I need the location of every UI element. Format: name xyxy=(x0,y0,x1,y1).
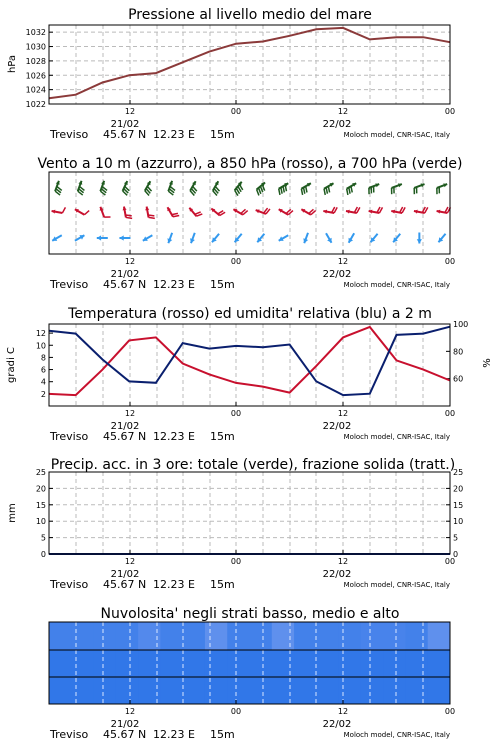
credit-label: Moloch model, CNR-ISAC, Italy xyxy=(343,731,450,739)
x-tick-label: 12 xyxy=(124,257,136,266)
date-label: 21/02 xyxy=(110,269,140,280)
x-tick-label: 12 xyxy=(337,409,349,418)
y-tick-label: 1030 xyxy=(25,42,46,52)
location-lat: 45.67 N xyxy=(103,578,147,591)
cloud-cell xyxy=(250,622,273,650)
cloud-cell xyxy=(383,622,406,650)
cloud-cell xyxy=(116,622,139,650)
cloud-cell xyxy=(250,677,273,704)
location-lon: 12.23 E xyxy=(153,578,195,591)
cloud-cell xyxy=(227,677,250,704)
location-lat: 45.67 N xyxy=(103,430,147,443)
cloud-cell xyxy=(71,677,94,704)
date-label: 22/02 xyxy=(322,569,352,580)
cloud-cell xyxy=(428,622,451,650)
location-name: Treviso xyxy=(50,128,89,141)
cloud-cell xyxy=(428,650,451,677)
x-tick-label: 12 xyxy=(337,557,349,566)
x-tick-label: 12 xyxy=(124,107,136,116)
cloud-cell xyxy=(250,650,273,677)
y-tick-label: 1032 xyxy=(25,28,46,38)
location-lat: 45.67 N xyxy=(103,728,147,741)
y-tick-label: 25 xyxy=(453,468,464,477)
y-tick-label: 1026 xyxy=(25,71,46,81)
cloud-cell xyxy=(49,650,72,677)
date-label: 21/02 xyxy=(110,719,140,730)
cloud-cell xyxy=(383,650,406,677)
cloud-cell xyxy=(272,650,295,677)
credit-label: Moloch model, CNR-ISAC, Italy xyxy=(343,581,450,589)
x-tick-label: 12 xyxy=(124,707,136,716)
cloud-cell xyxy=(272,622,295,650)
x-tick-label: 00 xyxy=(230,107,242,116)
x-tick-label: 12 xyxy=(337,107,349,116)
date-label: 22/02 xyxy=(322,421,352,432)
date-label: 21/02 xyxy=(110,119,140,130)
x-tick-label: 00 xyxy=(230,257,242,266)
date-label: 21/02 xyxy=(110,421,140,432)
cloud-cell xyxy=(428,677,451,704)
cloud-cell xyxy=(272,677,295,704)
date-label: 22/02 xyxy=(322,269,352,280)
precipitation-ylabel: mm xyxy=(7,503,18,523)
y-tick-label: 25 xyxy=(35,468,46,477)
cloud-cell xyxy=(205,677,228,704)
location-elevation: 15m xyxy=(210,128,235,141)
cloud-cell xyxy=(339,677,362,704)
y-tick-label: 15 xyxy=(453,500,464,510)
y-tick-label: 5 xyxy=(40,533,46,543)
y-tick-label: 1022 xyxy=(25,100,46,109)
x-tick-label: 12 xyxy=(337,707,349,716)
x-tick-label: 00 xyxy=(230,557,242,566)
cloud-cell xyxy=(49,677,72,704)
cloud-cell xyxy=(71,650,94,677)
cloud-cell xyxy=(94,677,117,704)
cloud-cell xyxy=(405,677,428,704)
location-lon: 12.23 E xyxy=(153,278,195,291)
location-name: Treviso xyxy=(50,278,89,291)
location-elevation: 15m xyxy=(210,728,235,741)
y-tick-label: 20 xyxy=(35,484,46,494)
location-elevation: 15m xyxy=(210,278,235,291)
y-tick-label: 10 xyxy=(35,517,46,527)
credit-label: Moloch model, CNR-ISAC, Italy xyxy=(343,433,450,441)
cloud-cell xyxy=(316,650,339,677)
location-elevation: 15m xyxy=(210,430,235,443)
cloud-cell xyxy=(94,650,117,677)
wind-barb-feather xyxy=(126,217,132,218)
cloud-cell xyxy=(294,622,317,650)
cloud-cell xyxy=(405,622,428,650)
wind-barb-feather xyxy=(149,217,155,218)
cloud-cell xyxy=(116,650,139,677)
cloud-cell xyxy=(361,677,384,704)
precipitation-title: Precip. acc. in 3 ore: totale (verde), frazione solida (tratt.) xyxy=(50,457,456,473)
y-tick-label: 4 xyxy=(40,377,46,387)
humidity-ylabel: % xyxy=(482,358,493,368)
y-tick-label: 5 xyxy=(453,533,459,543)
location-name: Treviso xyxy=(50,578,89,591)
x-tick-label: 00 xyxy=(444,257,456,266)
x-tick-label: 00 xyxy=(444,557,456,566)
location-name: Treviso xyxy=(50,430,89,443)
cloud-cell xyxy=(71,622,94,650)
cloud-cell xyxy=(205,622,228,650)
location-name: Treviso xyxy=(50,728,89,741)
y-tick-label: 15 xyxy=(35,500,46,510)
temperature-title: Temperatura (rosso) ed umidita' relativa (blu) a 2 m xyxy=(68,306,432,322)
cloud-cell xyxy=(294,677,317,704)
x-tick-label: 00 xyxy=(444,409,456,418)
location-lat: 45.67 N xyxy=(103,278,147,291)
cloud-cell xyxy=(205,650,228,677)
credit-label: Moloch model, CNR-ISAC, Italy xyxy=(343,281,450,289)
date-label: 22/02 xyxy=(322,119,352,130)
y-tick-label: 0 xyxy=(40,550,46,559)
cloud-cell xyxy=(116,677,139,704)
location-lon: 12.23 E xyxy=(153,430,195,443)
y-tick-label: 6 xyxy=(40,365,46,375)
y-tick-label: 80 xyxy=(453,347,464,357)
x-tick-label: 12 xyxy=(124,557,136,566)
y-tick-label: 8 xyxy=(40,353,46,363)
wind-barb-feather xyxy=(148,215,154,216)
cloud-cell xyxy=(160,650,183,677)
pressure-ylabel: hPa xyxy=(7,54,18,74)
y-tick-label: 2 xyxy=(40,389,46,399)
cloud-cell xyxy=(383,677,406,704)
wind-title: Vento a 10 m (azzurro), a 850 hPa (rosso), a 700 hPa (verde) xyxy=(37,156,463,172)
y-tick-label: 100 xyxy=(453,320,469,329)
x-tick-label: 00 xyxy=(230,409,242,418)
cloud-cell xyxy=(183,677,206,704)
cloud-cell xyxy=(49,622,72,650)
cloud-cell xyxy=(160,622,183,650)
location-lat: 45.67 N xyxy=(103,128,147,141)
cloud-cells xyxy=(49,622,451,704)
x-tick-label: 12 xyxy=(124,409,136,418)
x-tick-label: 00 xyxy=(444,707,456,716)
pressure-title: Pressione al livello medio del mare xyxy=(128,7,372,23)
cloud-cell xyxy=(94,622,117,650)
cloud-cell xyxy=(227,650,250,677)
y-tick-label: 1024 xyxy=(25,85,46,95)
x-tick-label: 00 xyxy=(230,707,242,716)
credit-label: Moloch model, CNR-ISAC, Italy xyxy=(343,131,450,139)
y-tick-label: 10 xyxy=(35,341,46,351)
date-label: 22/02 xyxy=(322,719,352,730)
date-label: 21/02 xyxy=(110,569,140,580)
location-lon: 12.23 E xyxy=(153,128,195,141)
y-tick-label: 60 xyxy=(453,374,464,384)
cloud-cell xyxy=(227,622,250,650)
cloud-cell xyxy=(316,622,339,650)
cloud-cell xyxy=(361,622,384,650)
cloud-cell xyxy=(339,622,362,650)
y-tick-label: 0 xyxy=(453,550,459,559)
cloud-cell xyxy=(339,650,362,677)
cloud-cell xyxy=(405,650,428,677)
cloud-cell xyxy=(183,650,206,677)
temperature-ylabel: gradi C xyxy=(6,347,17,383)
location-elevation: 15m xyxy=(210,578,235,591)
location-lon: 12.23 E xyxy=(153,728,195,741)
wind-barb-feather xyxy=(125,215,131,216)
cloud-title: Nuvolosita' negli strati basso, medio e alto xyxy=(100,606,400,622)
y-tick-label: 12 xyxy=(35,329,46,339)
cloud-cell xyxy=(361,650,384,677)
cloud-cell xyxy=(183,622,206,650)
x-tick-label: 12 xyxy=(337,257,349,266)
cloud-cell xyxy=(316,677,339,704)
cloud-cell xyxy=(160,677,183,704)
x-tick-label: 00 xyxy=(444,107,456,116)
y-tick-label: 20 xyxy=(453,484,464,494)
y-tick-label: 10 xyxy=(453,517,464,527)
y-tick-label: 1028 xyxy=(25,56,46,66)
cloud-cell xyxy=(294,650,317,677)
